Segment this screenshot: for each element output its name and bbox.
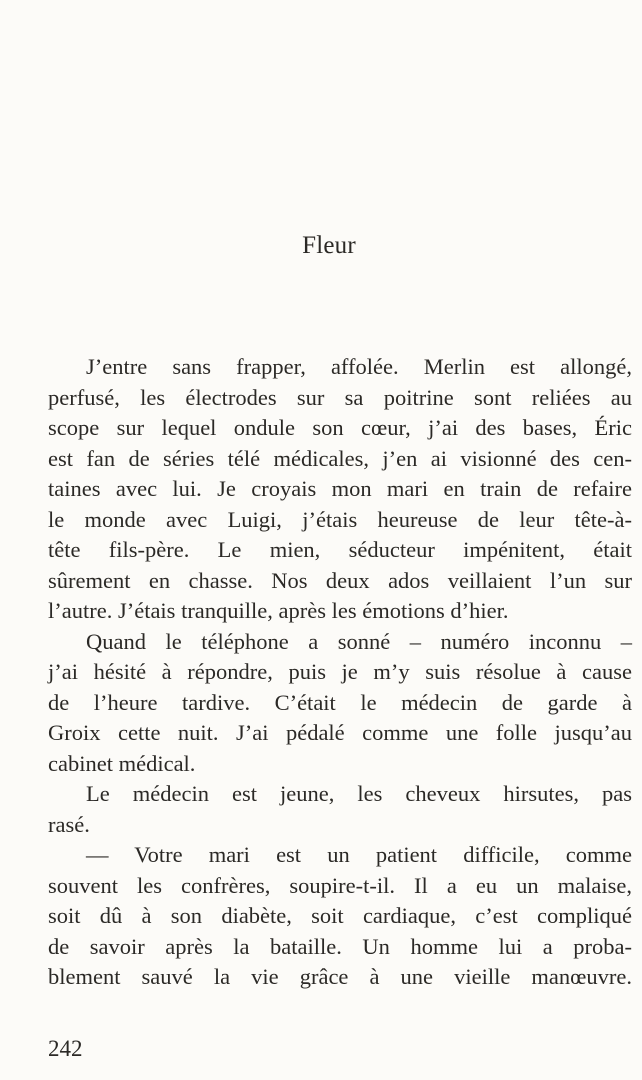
text-line: rasé. [48, 811, 90, 837]
text-line: scope sur lequel ondule son cœur, j’ai des bases, Éric [48, 415, 632, 440]
text-line: est fan de séries télé médicales, j’en ai visionné des cen- [48, 445, 632, 471]
text-line: cabinet médical. [48, 750, 196, 776]
page-number: 242 [48, 1036, 83, 1061]
text-line: de savoir après la bataille. Un homme lui a proba- [48, 933, 632, 959]
text-line: l’autre. J’étais tranquille, après les émotions d’hier. [48, 598, 509, 623]
text-line: sûrement en chasse. Nos deux ados veillaient l’un sur [48, 567, 632, 593]
text-line: souvent les confrères, soupire-t-il. Il a eu un malaise, [48, 872, 632, 898]
paragraph [48, 627, 632, 780]
text-line: Groix cette nuit. J’ai pédalé comme une folle jusqu’au [48, 720, 632, 745]
text-line: taines avec lui. Je croyais mon mari en train de refaire [48, 476, 632, 501]
text-line: le monde avec Luigi, j’étais heureuse de leur tête-à- [48, 506, 632, 532]
text-line: — Votre mari est un patient difficile, comme [86, 842, 632, 867]
paragraph [48, 352, 632, 627]
text-line: j’ai hésité à répondre, puis je m’y suis résolue à cause [48, 659, 632, 684]
chapter-body [48, 352, 632, 993]
paragraph [48, 779, 632, 840]
text-line: Le médecin est jeune, les cheveux hirsutes, pas [86, 781, 632, 806]
text-line: perfusé, les électrodes sur sa poitrine sont reliées au [48, 384, 632, 410]
text-line: Quand le téléphone a sonné – numéro inconnu – [86, 628, 632, 654]
chapter-title: Fleur [302, 232, 356, 259]
paragraph [48, 840, 632, 993]
text-line: tête fils-père. Le mien, séducteur impénitent, était [48, 537, 632, 562]
text-line: blement sauvé la vie grâce à une vieille manœuvre. [48, 964, 632, 989]
text-line: soit dû à son diabète, soit cardiaque, c’est compliqué [48, 903, 632, 928]
text-line: J’entre sans frapper, affolée. Merlin est allongé, [86, 354, 632, 379]
text-line: de l’heure tardive. C’était le médecin de garde à [48, 689, 632, 715]
